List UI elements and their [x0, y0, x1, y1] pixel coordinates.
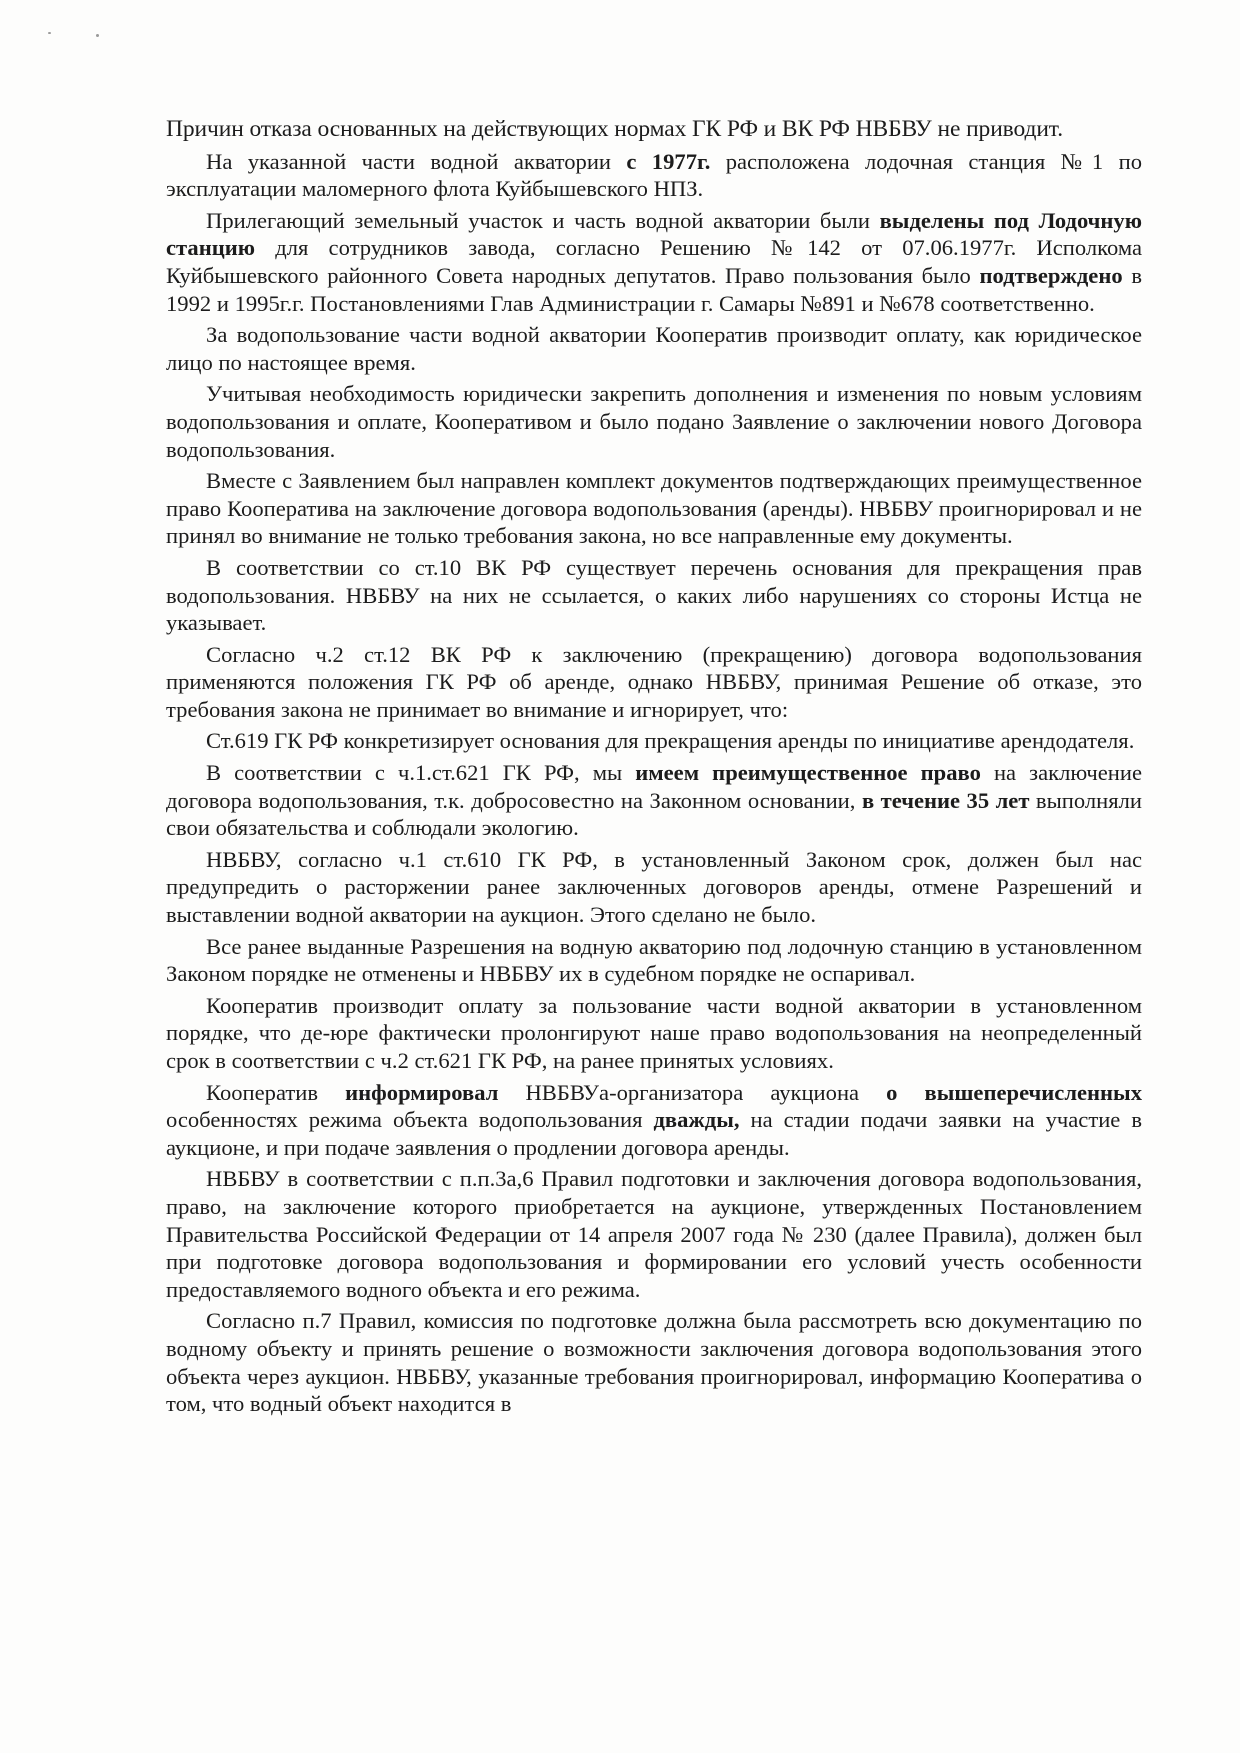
paragraph-text: НВБВУ, согласно ч.1 ст.610 ГК РФ, в установленный Законом срок, должен был нас предупредить о расторжении ранее заключенных договоров аренды, отмене Разрешений и выставлении водной акватории на аукцион. Этого сделано не было. [166, 846, 1142, 928]
document-paragraph [166, 727, 1142, 755]
document-paragraph [166, 1165, 1142, 1303]
paragraph-text: в 1992 и 1995г.г. Постановлениями Глав Администрации г. Самары №891 и №678 соответственно. [166, 262, 1142, 316]
paragraph-text: Ст.619 ГК РФ конкретизирует основания для прекращения аренды по инициативе арендодателя. [206, 728, 1135, 754]
document-paragraph [166, 116, 1142, 144]
paragraph-text: Учитывая необходимость юридически закрепить дополнения и изменения по новым условиям водопользования и оплате, Кооперативом и было подано Заявление о заключении нового Договора водопользования. [166, 381, 1142, 462]
scan-speck [48, 32, 51, 34]
document-paragraph [166, 554, 1142, 637]
document-paragraph [166, 759, 1142, 842]
paragraph-text: особенностях режима объекта водопользования [166, 1107, 654, 1133]
paragraph-text: За водопользование части водной акватории Кооператив производит оплату, как юридическое лицо по настоящее время. [166, 322, 1142, 375]
bold-text: в течение 35 лет [861, 787, 1030, 813]
bold-text: информировал [345, 1079, 499, 1105]
bold-text: выделены под Лодочную станцию [166, 207, 1142, 261]
paragraph-text: для сотрудников завода, согласно Решению №142 от 07.06.1977г. Исполкома Куйбышевского районного Совета народных депутатов. Право пользования было [166, 235, 1142, 288]
paragraph-text: Кооператив производит оплату за пользование части водной акватории в установленном порядке, что де-юре фактически пролонгируют наше право водопользования на неопределенный срок в соответствии с ч.2 ст.621 ГК РФ, на ранее принятых условиях. [166, 992, 1142, 1073]
bold-text: имеем преимущественное право [635, 760, 981, 786]
document-paragraph [166, 1307, 1142, 1417]
paragraph-text: Согласно ч.2 ст.12 ВК РФ к заключению (прекращению) договора водопользования применяются положения ГК РФ об аренде, однако НВБВУ, принимая Решение об отказе, это требования закона не принимает во внимание и игнорирует, что: [166, 641, 1142, 722]
document-paragraph [166, 1079, 1142, 1162]
bold-text: с 1977г. [626, 148, 711, 174]
document-paragraph [166, 641, 1142, 724]
paragraph-text: В соответствии со ст.10 ВК РФ существует перечень основания для прекращения прав водопользования. НВБВУ на них не ссылается, о каких либо нарушениях со стороны Истца не указывает. [166, 554, 1142, 636]
paragraph-text: Прилегающий земельный участок и часть водной акватории были [206, 207, 880, 233]
paragraph-text: Кооператив [206, 1079, 346, 1105]
bold-text: дважды, [653, 1107, 740, 1133]
paragraph-text: Согласно п.7 Правил, комиссия по подготовке должна была рассмотреть всю документацию по водному объекту и принять решение о возможности заключения договора водопользования этого объекта через аукцион. НВБВУ, указанные требования проигнорировал, информацию Кооператива о том, что водный объект находится в [166, 1308, 1142, 1417]
paragraph-text: Причин отказа основанных на действующих нормах ГК РФ и ВК РФ НВБВУ не приводит. [166, 116, 1063, 142]
paragraph-text: НВБВУа-организатора аукциона [498, 1079, 887, 1105]
document-paragraph [166, 321, 1142, 376]
paragraph-text: В соответствии с ч.1.ст.621 ГК РФ, мы [206, 760, 636, 786]
paragraph-text: на заключение договора водопользования, т.к. добросовестно на Законном основании, [166, 760, 1142, 813]
document-paragraph [166, 380, 1142, 463]
bold-text: подтверждено [979, 262, 1123, 288]
document-body [166, 116, 1142, 1422]
document-paragraph [166, 467, 1142, 550]
document-paragraph [166, 207, 1142, 317]
document-paragraph [166, 992, 1142, 1075]
paragraph-text: Все ранее выданные Разрешения на водную акваторию под лодочную станцию в установленном Законом порядке не отменены и НВБВУ их в судебном порядке не оспаривал. [166, 933, 1142, 987]
paragraph-text: расположена лодочная станция №1 по эксплуатации маломерного флота Куйбышевского НПЗ. [166, 148, 1142, 202]
paragraph-text: На указанной части водной акватории [206, 148, 627, 174]
paragraph-text: НВБВУ в соответствии с п.п.3а,6 Правил подготовки и заключения договора водопользования, право, на заключение которого приобретается на аукционе, утвержденных Постановлением Правительства Российской Федерации от 14 апреля 2007 года № 230 (далее Правила), должен был при подготовке договора водопользования и формировании его условий учесть особенности предоставляемого водного объекта и его режима. [166, 1166, 1142, 1302]
bold-text: о вышеперечисленных [886, 1079, 1142, 1105]
document-paragraph [166, 846, 1142, 929]
paragraph-text: Вместе с Заявлением был направлен комплект документов подтверждающих преимущественное право Кооператива на заключение договора водопользования (аренды). НВБВУ проигнорировал и не принял во внимание не только требования закона, но все направленные ему документы. [166, 468, 1142, 549]
document-paragraph [166, 148, 1142, 203]
paragraph-text: выполняли свои обязательства и соблюдали экологию. [166, 787, 1142, 841]
paragraph-text: на стадии подачи заявки на участие в аукционе, и при подаче заявления о продлении договора аренды. [166, 1107, 1142, 1160]
scan-speck [96, 34, 99, 37]
document-paragraph [166, 933, 1142, 988]
